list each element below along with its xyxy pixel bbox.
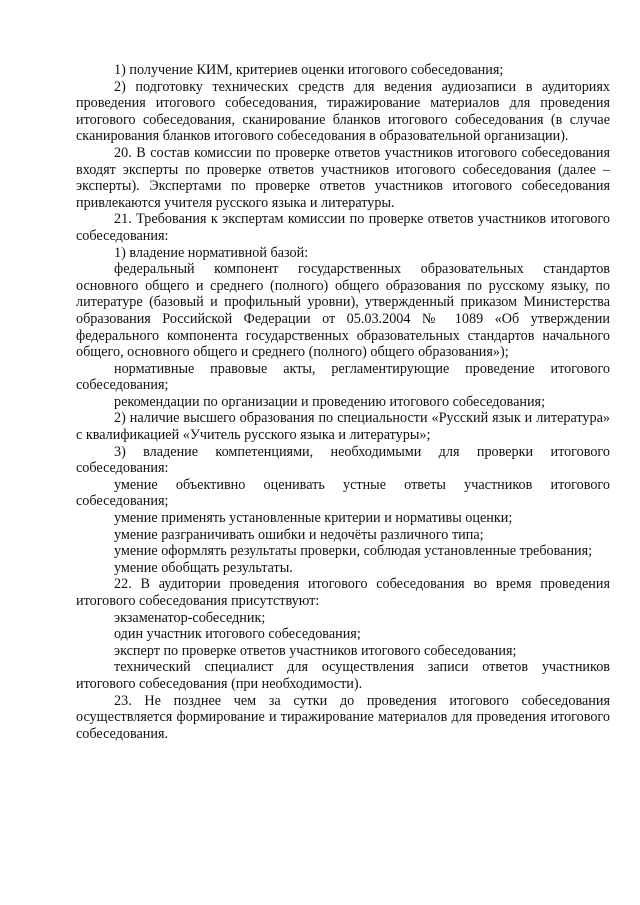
paragraph-skill-evaluate: умение объективно оценивать устные ответы участников итогового собеседования; (76, 476, 610, 510)
paragraph-receive-kim: 1) получение КИМ, критериев оценки итогового собеседования; (114, 62, 504, 78)
paragraph-expert: эксперт по проверке ответов участников итогового собеседования; (114, 642, 517, 659)
paragraph-federal-standard: федеральный компонент государственных образовательных стандартов основного общего и среднего (полного) общего образования по русскому языку, по литературе (базовый и профильный уровни), утвержденный приказом Министерства образования Российской Федерации от 05.03.2004 № 1089 «Об утверждении федерального компонента государственных образовательных стандартов начального общего, основного общего и среднего (полного) общего образования»); (76, 261, 610, 361)
paragraph-participant: один участник итогового собеседования; (114, 626, 361, 643)
paragraph-competencies: 3) владение компетенциями, необходимыми для проверки итогового собеседования: (76, 443, 610, 477)
paragraph-recommendations: рекомендации по организации и проведению итогового собеседования; (114, 393, 546, 410)
paragraph-skill-formatting: умение оформлять результаты проверки, соблюдая установленные требования; (114, 543, 593, 560)
paragraph-item-20: 20. В состав комиссии по проверке ответов участников итогового собеседования входят эксперты по проверке ответов участников итогового собеседования (далее – эксперты). Экспертами по проверке ответов участников итогового собеседования привлекаются учителя русского языка и литературы. (76, 144, 610, 211)
paragraph-higher-education: 2) наличие высшего образования по специальности «Русский язык и литература» с квалификацией «Учитель русского языка и литературы»; (76, 410, 610, 444)
paragraph-item-21: 21. Требования к экспертам комиссии по проверке ответов участников итогового собеседования: (76, 211, 610, 244)
paragraph-legal-acts: нормативные правовые акты, регламентирующие проведение итогового собеседования; (76, 360, 610, 394)
paragraph-item-23: 23. Не позднее чем за сутки до проведения итогового собеседования осуществляется формирование и тиражирование материалов для проведения итогового собеседования. (76, 692, 610, 742)
paragraph-skill-summarize: умение обобщать результаты. (114, 559, 293, 576)
paragraph-technical-specialist: технический специалист для осуществления записи ответов участников итогового собеседования (при необходимости). (76, 659, 610, 692)
document-page (76, 62, 610, 742)
paragraph-skill-errors: умение разграничивать ошибки и недочёты различного типа; (114, 526, 484, 543)
paragraph-technical-preparation: 2) подготовку технических средств для ведения аудиозаписи в аудиториях проведения итогового собеседования, тиражирование материалов для проведения итогового собеседования, сканирование бланков итогового собеседования (в случае сканирования бланков итогового собеседования в образовательной организации). (76, 78, 610, 145)
paragraph-normative-base: 1) владение нормативной базой: (114, 244, 309, 261)
paragraph-item-22: 22. В аудитории проведения итогового собеседования во время проведения итогового собеседования присутствуют: (76, 576, 610, 609)
paragraph-skill-criteria: умение применять установленные критерии и нормативы оценки; (114, 510, 513, 527)
paragraph-examiner: экзаменатор-собеседник; (114, 609, 266, 626)
